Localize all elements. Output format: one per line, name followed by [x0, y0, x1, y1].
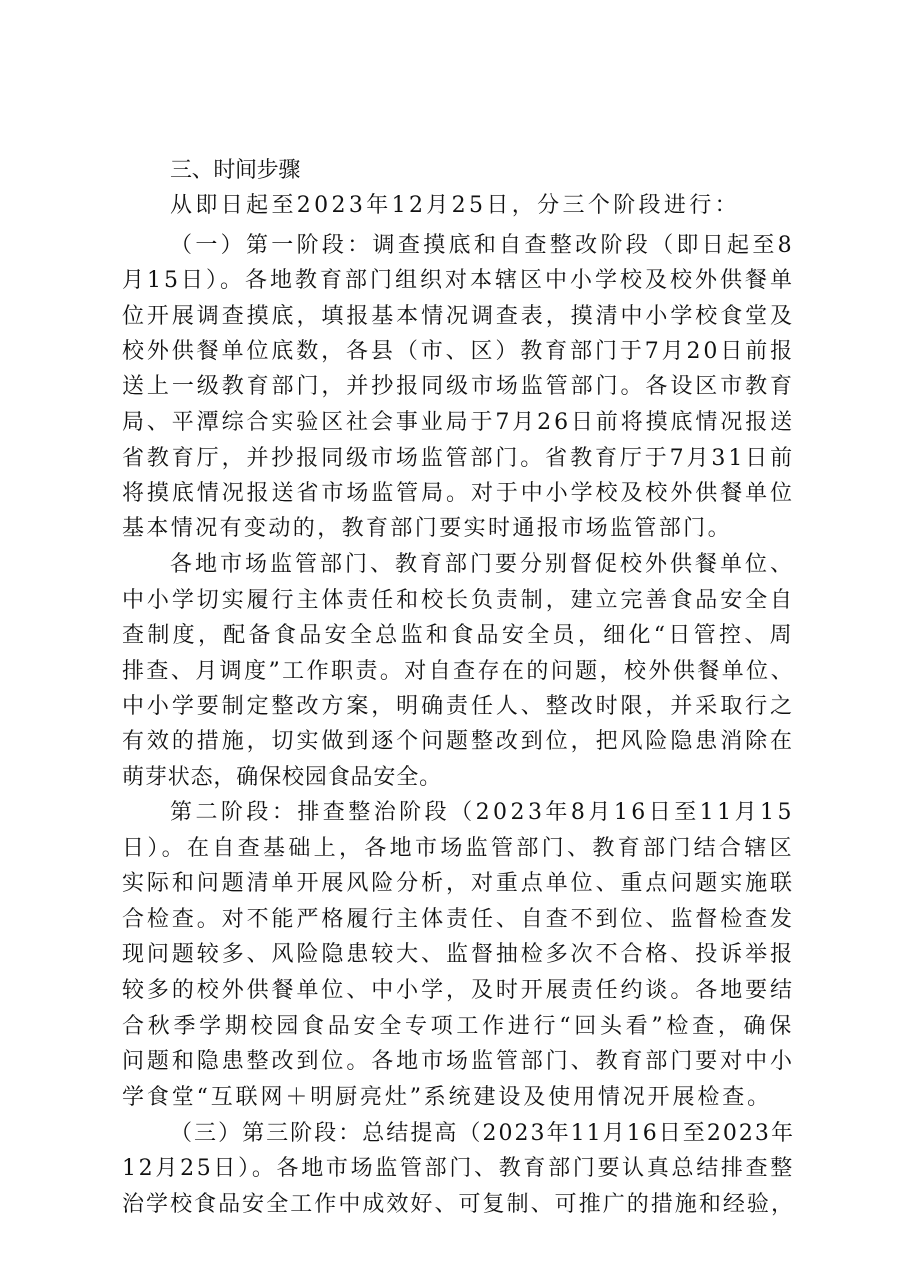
text-line-content: 查制度，配备食品安全总监和食品安全员，细化“日管控、周: [122, 623, 795, 648]
text-line-content: 中小学要制定整改方案，明确责任人、整改时限，并采取行之: [122, 694, 795, 719]
text-line: [0, 368, 909, 406]
text-line-content: 送上一级教育部门，并抄报同级市场监管部门。各设区市教育: [122, 374, 795, 399]
text-line-content: （三）第三阶段：总结提高（2023年11月16日至2023年: [170, 1121, 795, 1146]
text-line-content: 萌芽状态，确保校园食品安全。: [122, 765, 442, 790]
text-line-content: 排查、月调度”工作职责。对自查存在的问题，校外供餐单位、: [122, 659, 795, 684]
text-line: [0, 865, 909, 903]
text-line-content: 有效的措施，切实做到逐个问题整改到位，把风险隐患消除在: [122, 729, 795, 754]
text-line: [0, 1043, 909, 1081]
text-line: [0, 830, 909, 868]
text-line: [0, 759, 909, 797]
text-line: [0, 187, 909, 225]
text-line-content: 从即日起至2023年12月25日，分三个阶段进行：: [170, 193, 740, 218]
text-line-content: 实际和问题清单开展风险分析，对重点单位、重点问题实施联: [122, 871, 795, 896]
text-line-content: 12月25日）。各地市场监管部门、教育部门要认真总结排查整: [122, 1156, 795, 1181]
text-line: [0, 653, 909, 691]
text-line-content: 局、平潭综合实验区社会事业局于7月26日前将摸底情况报送: [122, 410, 795, 435]
text-line-content: 位开展调查摸底，填报基本情况调查表，摸清中小学校食堂及: [122, 304, 795, 329]
text-line: [0, 1115, 909, 1153]
text-line-content: 校外供餐单位底数，各县（市、区）教育部门于7月20日前报: [122, 339, 795, 364]
text-line: [0, 582, 909, 620]
text-line: [0, 298, 909, 336]
text-line-content: 中小学切实履行主体责任和校长负责制，建立完善食品安全自: [122, 588, 795, 613]
text-line: [0, 972, 909, 1010]
text-line: [0, 723, 909, 761]
text-line: [0, 333, 909, 371]
text-line: [0, 1150, 909, 1188]
text-line-content: 基本情况有变动的，教育部门要实时通报市场监管部门。: [122, 516, 732, 541]
text-line-content: 学食堂“互联网＋明厨亮灶”系统建设及使用情况开展检查。: [122, 1085, 772, 1110]
text-line: [0, 794, 909, 832]
text-line: [0, 546, 909, 584]
text-line-content: 月15日）。各地教育部门组织对本辖区中小学校及校外供餐单: [122, 268, 795, 293]
text-line-content: 问题和隐患整改到位。各地市场监管部门、教育部门要对中小: [122, 1049, 795, 1074]
text-line-content: 第二阶段：排查整治阶段（2023年8月16日至11月15: [170, 800, 795, 825]
text-line-content: 较多的校外供餐单位、中小学，及时开展责任约谈。各地要结: [122, 978, 795, 1003]
text-line: [0, 617, 909, 655]
text-line: [0, 440, 909, 478]
text-line-content: 治学校食品安全工作中成效好、可复制、可推广的措施和经验，: [122, 1192, 795, 1217]
text-line: [0, 1186, 909, 1224]
text-line-content: （一）第一阶段：调查摸底和自查整改阶段（即日起至8: [170, 233, 795, 258]
text-line: [0, 510, 909, 548]
text-line-content: 合秋季学期校园食品安全专项工作进行“回头看”检查，确保: [122, 1014, 795, 1039]
text-line-content: 将摸底情况报送省市场监管局。对于中小学校及校外供餐单位: [122, 481, 795, 506]
section-heading: 三、时间步骤: [170, 158, 300, 183]
text-line: [0, 1079, 909, 1117]
text-line: [0, 152, 909, 190]
text-line-content: 合检查。对不能严格履行主体责任、自查不到位、监督检查发: [122, 907, 795, 932]
text-line: [0, 475, 909, 513]
text-line: [0, 227, 909, 265]
text-line-content: 现问题较多、风险隐患较大、监督抽检多次不合格、投诉举报: [122, 942, 795, 967]
text-line: [0, 262, 909, 300]
text-line-content: 省教育厅，并抄报同级市场监管部门。省教育厅于7月31日前: [122, 446, 795, 471]
text-line: [0, 936, 909, 974]
text-line: [0, 1008, 909, 1046]
text-line: [0, 404, 909, 442]
text-line-content: 各地市场监管部门、教育部门要分别督促校外供餐单位、: [170, 552, 795, 577]
text-line: [0, 901, 909, 939]
text-line: [0, 688, 909, 726]
text-line-content: 日）。在自查基础上，各地市场监管部门、教育部门结合辖区: [122, 836, 795, 861]
